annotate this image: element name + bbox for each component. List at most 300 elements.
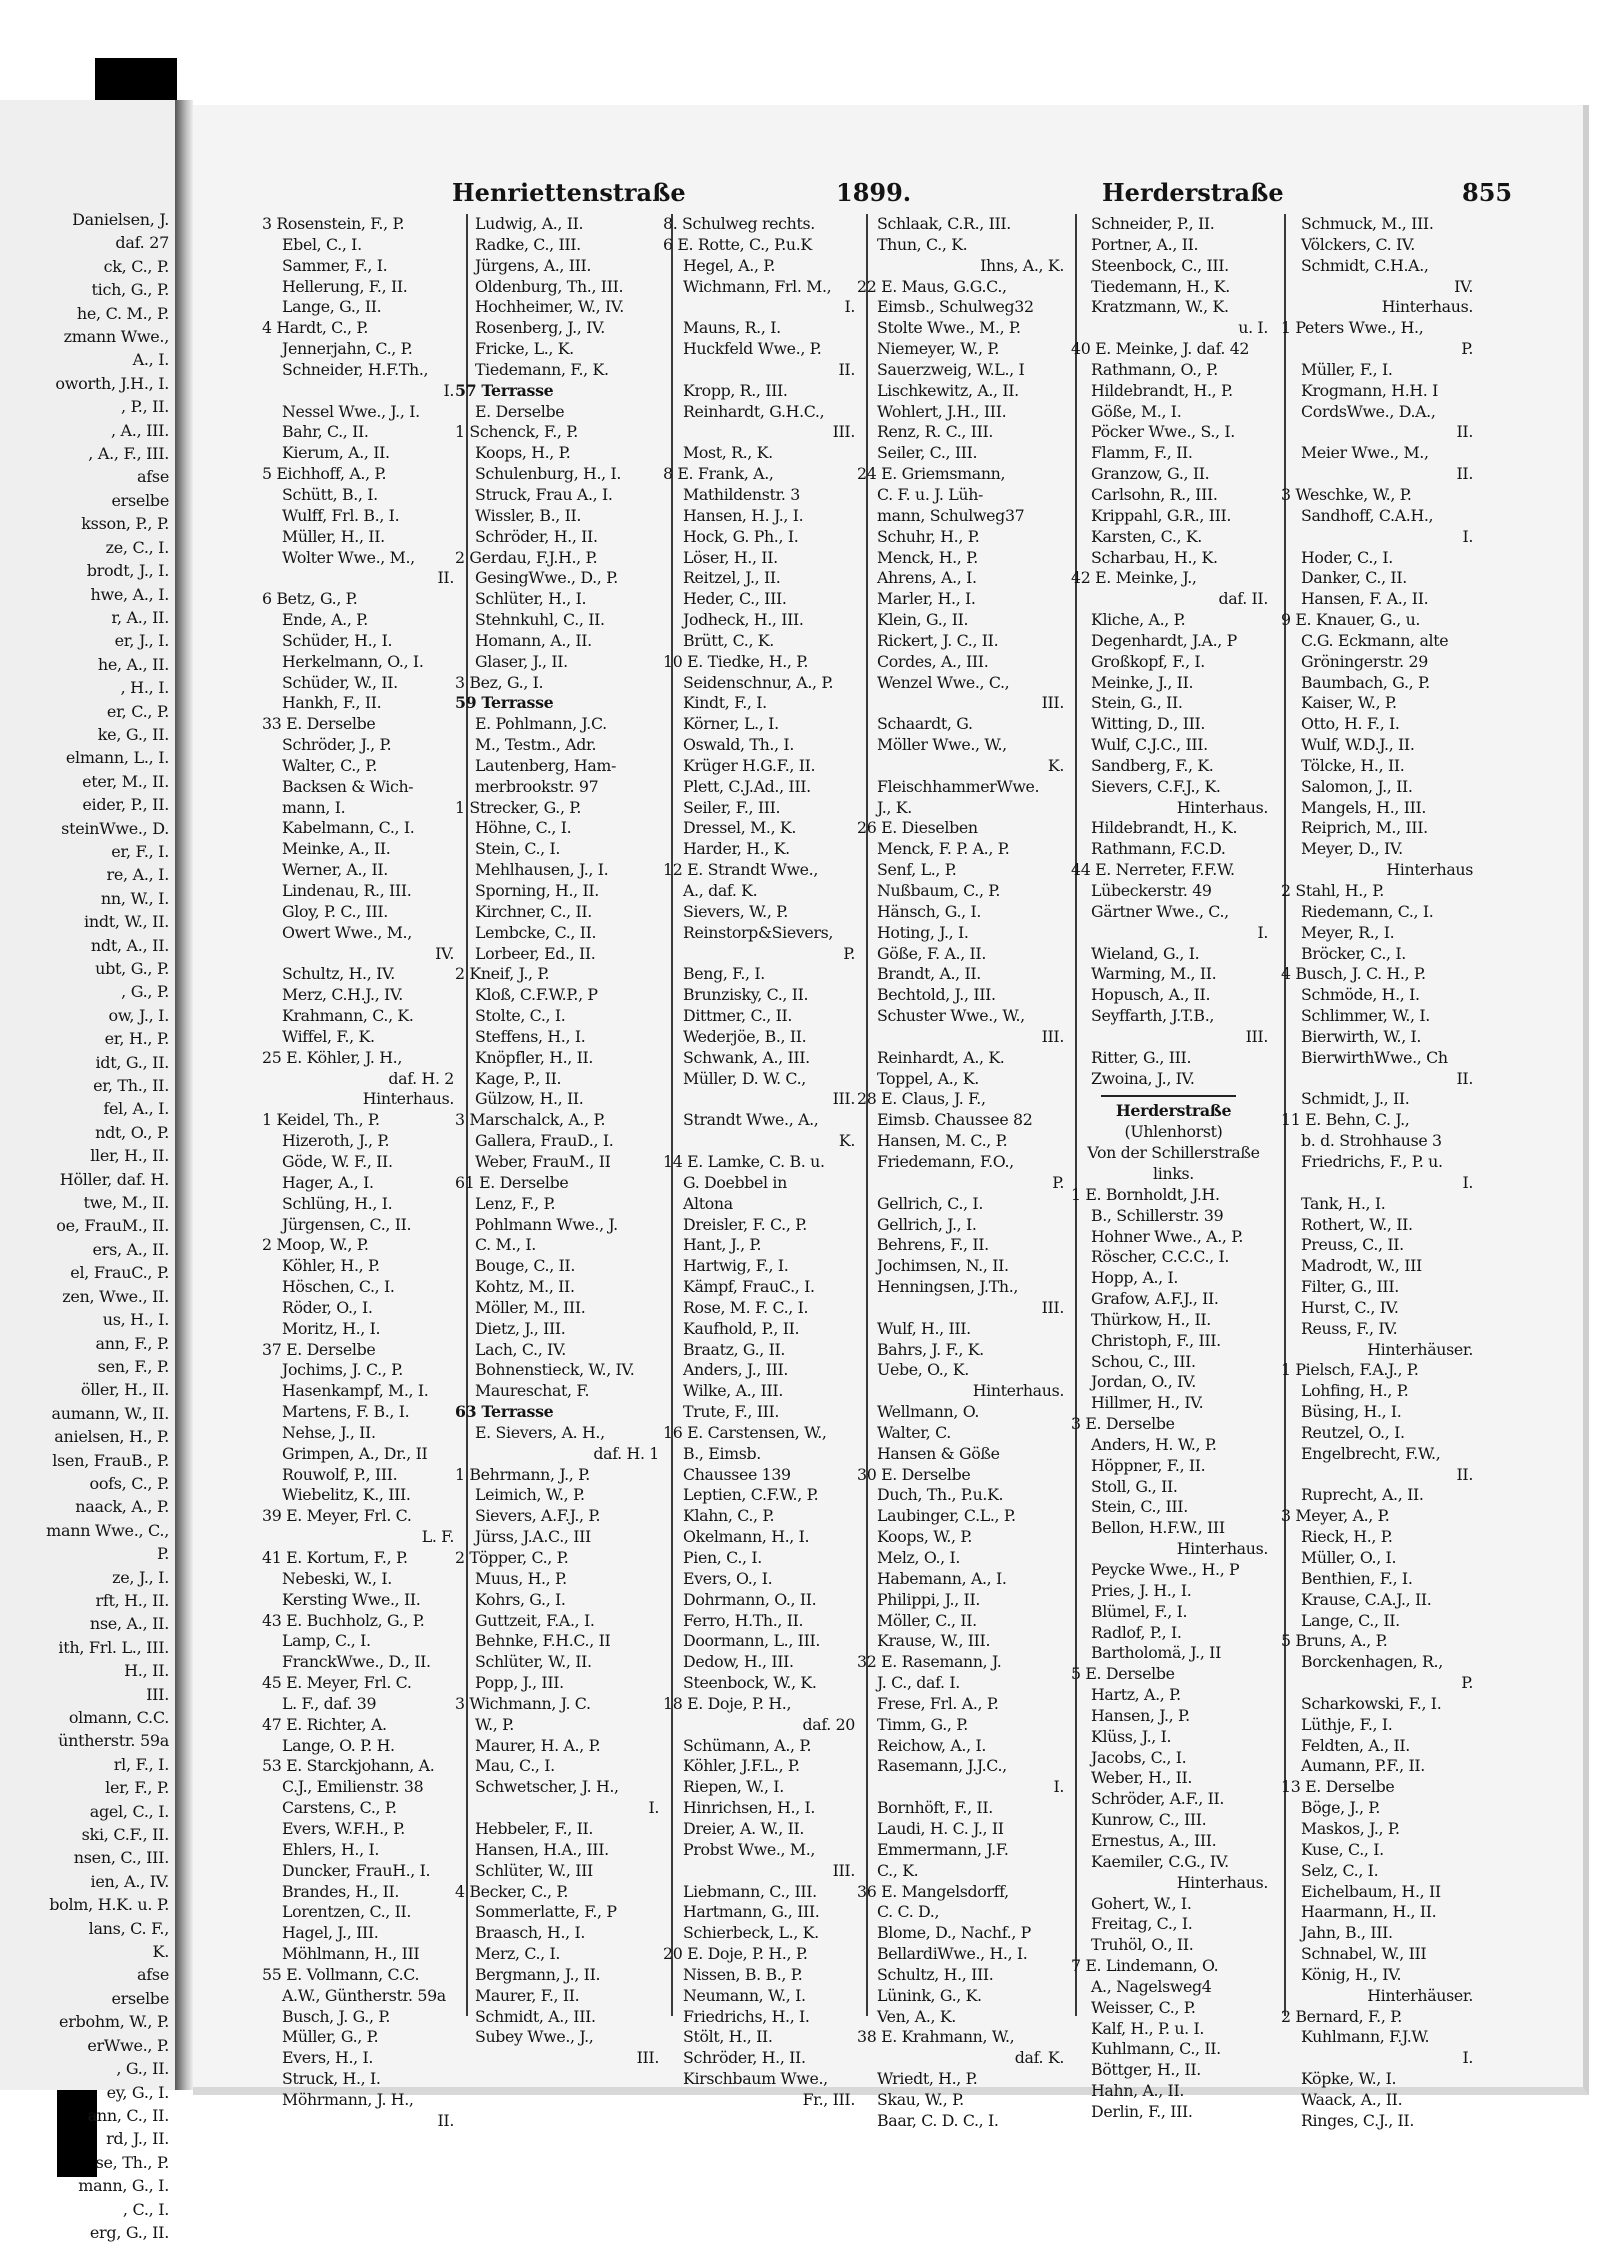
directory-entry: Maurer, F., II. (475, 1985, 580, 2005)
directory-entry: Henningsen, J.Th., (877, 1277, 1019, 1297)
directory-entry: Thun, C., K. (877, 234, 968, 254)
directory-entry: Lembcke, C., II. (475, 922, 597, 942)
directory-entry: Renz, R. C., III. (877, 422, 994, 442)
left-page-line: idt, G., II. (95, 1052, 169, 1072)
directory-entry: Schlimmer, W., I. (1301, 1006, 1430, 1026)
directory-entry: Rouwolf, P., III. (282, 1464, 398, 1484)
directory-entry: Maskos, J., P. (1301, 1818, 1400, 1838)
directory-entry: Hansen, H.A., III. (475, 1839, 609, 1859)
directory-entry: Guttzeit, F.A., I. (475, 1610, 595, 1630)
directory-entry: Höppner, F., II. (1091, 1455, 1206, 1475)
directory-entry: 1 Peters Wwe., H., (1281, 318, 1424, 338)
directory-entry: Lange, C., II. (1301, 1610, 1400, 1630)
left-page-line: er, Th., II. (93, 1076, 169, 1096)
directory-entry: Madrodt, W., III (1301, 1256, 1422, 1276)
directory-entry: Dittmer, C., II. (683, 1006, 793, 1026)
directory-entry: daf. K. (1014, 2048, 1064, 2068)
directory-entry: 43 E. Buchholz, G., P. (262, 1610, 425, 1630)
directory-entry: 12 E. Strandt Wwe., (663, 860, 818, 880)
directory-entry: Großkopf, F., I. (1091, 651, 1205, 671)
directory-entry: 1 E. Bornholdt, J.H. (1071, 1184, 1220, 1204)
directory-entry: Radlof, P., I. (1091, 1622, 1182, 1642)
directory-entry: Sporning, H., II. (475, 881, 599, 900)
directory-entry: Friedrichs, F., P. u. (1301, 1151, 1443, 1171)
directory-entry: Schnabel, W., III (1301, 1944, 1427, 1964)
directory-entry: Jochimsen, N., II. (877, 1256, 1009, 1276)
left-page-line: zmann Wwe., (63, 327, 169, 347)
directory-entry: Meinke, A., II. (282, 839, 391, 859)
directory-entry: Hock, G. Ph., I. (683, 526, 799, 546)
directory-entry: Weber, H., II. (1091, 1768, 1193, 1788)
directory-entry: II. (437, 2110, 454, 2130)
directory-entry: Hänsch, G., I. (877, 901, 982, 921)
directory-entry: Jürgensen, C., II. (282, 1214, 412, 1234)
directory-entry: M., Testm., Adr. (475, 735, 597, 755)
directory-entry: 1 Strecker, G., P. (455, 797, 582, 817)
directory-entry: Oldenburg, Th., III. (475, 276, 624, 296)
directory-entry: Probst Wwe., M., (683, 1839, 816, 1859)
directory-entry: I. (844, 297, 855, 317)
directory-entry: Kabelmann, C., I. (282, 818, 415, 838)
directory-entry: Kirchner, C., II. (475, 901, 592, 921)
directory-entry: Gülzow, H., II. (475, 1089, 584, 1109)
directory-entry: Niemeyer, W., P. (877, 339, 1000, 359)
directory-entry: Büsing, H., I. (1301, 1402, 1402, 1422)
directory-entry: Schütt, B., I. (282, 484, 378, 504)
directory-entry: Blome, D., Nachf., P (877, 1923, 1031, 1943)
directory-entry: Mauns, R., I. (683, 318, 781, 338)
left-page-line: ann, C., II. (87, 2105, 169, 2125)
directory-entry: Hager, A., I. (282, 1172, 374, 1192)
directory-entry: Möhrmann, J. H., (282, 2089, 414, 2109)
directory-entry: Pohlmann Wwe., J. (475, 1214, 618, 1234)
directory-entry: Hochheimer, W., IV. (475, 297, 624, 317)
directory-entry: Kloß, C.F.W.P., P (475, 985, 598, 1005)
directory-entry: b. d. Strohhause 3 (1301, 1131, 1442, 1151)
directory-entry: Koops, H., P. (475, 443, 571, 463)
directory-entry: Reiprich, M., III. (1301, 818, 1428, 838)
directory-entry: 6 E. Rotte, C., P.u.K (663, 234, 812, 254)
directory-entry: Mathildenstr. 3 (683, 484, 800, 504)
directory-entry: Klein, G., II. (877, 610, 969, 630)
directory-entry: Kratzmann, W., K. (1091, 297, 1229, 317)
directory-entry: Warming, M., II. (1091, 964, 1217, 984)
directory-entry: Salomon, J., II. (1301, 776, 1413, 796)
directory-entry: Preuss, C., II. (1301, 1235, 1404, 1255)
directory-entry: Schuster Wwe., W., (877, 1006, 1025, 1026)
directory-entry: Schröder, A.F., II. (1091, 1789, 1225, 1809)
left-page-line: bolm, H.K. u. P. (49, 1895, 169, 1915)
directory-entry: Jochims, J. C., P. (282, 1360, 403, 1380)
directory-entry: Von der Schillerstraße (1087, 1143, 1260, 1163)
left-page-line: ze, J., I. (112, 1567, 169, 1587)
directory-entry: II. (437, 568, 454, 588)
directory-entry: L. F., daf. 39 (282, 1693, 377, 1713)
directory-entry: Aumann, P.F., II. (1301, 1756, 1425, 1776)
page-header (262, 178, 1513, 214)
directory-entry: Hildebrandt, H., K. (1091, 818, 1238, 838)
directory-entry: Merz, C.H.J., IV. (282, 985, 403, 1005)
directory-entry: Reitzel, J., II. (683, 568, 781, 588)
directory-entry: III. (1041, 1297, 1064, 1317)
directory-entry: 5 Bruns, A., P. (1281, 1631, 1388, 1651)
directory-entry: Dressel, M., K. (683, 818, 797, 838)
directory-entry: Nebeski, W., I. (282, 1568, 392, 1588)
directory-entry: 47 E. Richter, A. (262, 1714, 387, 1734)
directory-entry: 8 E. Frank, A., (663, 464, 774, 484)
directory-entry: Behnke, F.H.C., II (475, 1631, 611, 1651)
directory-entry: Sandhoff, C.A.H., (1301, 505, 1434, 525)
directory-entry: Ven, A., K. (877, 2006, 956, 2026)
directory-entry: Dohrmann, O., II. (683, 1589, 817, 1609)
left-page-line: agel, C., I. (89, 1801, 169, 1821)
directory-entry: Sievers, A.F.J., P. (475, 1506, 601, 1526)
header-right-street: Herderstraße (1102, 178, 1284, 207)
directory-entry: Tiedemann, F., K. (475, 359, 609, 379)
directory-entry: daf. 20 (802, 1714, 855, 1734)
directory-entry: Uebe, O., K. (877, 1360, 969, 1380)
directory-entry: E. Pohlmann, J.C. (475, 714, 607, 734)
directory-entry: Pöcker Wwe., S., I. (1091, 422, 1235, 442)
directory-entry: Danker, C., II. (1301, 568, 1407, 588)
directory-entry: GesingWwe., D., P. (475, 568, 618, 588)
directory-entry: Seiler, C., III. (877, 443, 978, 463)
left-page-line: afse (137, 467, 169, 487)
directory-entry: Lohfing, H., P. (1301, 1381, 1409, 1401)
directory-entry: IV. (435, 943, 454, 963)
directory-entry: Hinterhaus. (362, 1089, 454, 1109)
directory-entry: Hinterhaus. (1176, 1872, 1268, 1892)
directory-entry: Kaufhold, P., II. (683, 1318, 800, 1338)
directory-entry: Schümann, A., P. (683, 1735, 812, 1755)
directory-entry: C.G. Eckmann, alte (1301, 630, 1449, 650)
directory-entry: Strandt Wwe., A., (683, 1110, 819, 1130)
directory-entry: 3 Bez, G., I. (455, 672, 544, 692)
directory-entry: Lange, G., II. (282, 297, 382, 317)
directory-entry: Anders, J., III. (683, 1360, 789, 1380)
directory-entry: Schröder, J., P. (282, 735, 392, 755)
directory-entry: Hinterhaus. (1176, 1539, 1268, 1559)
directory-entry: Hildebrandt, H., P. (1091, 380, 1233, 400)
directory-entry: Ende, A., P. (282, 610, 368, 630)
directory-entry: Zwoina, J., IV. (1091, 1068, 1195, 1088)
directory-entry: Scharkowski, F., I. (1301, 1693, 1442, 1713)
directory-entry: Riepen, W., I. (683, 1777, 784, 1797)
directory-entry: Lange, O. P. H. (282, 1735, 395, 1755)
directory-entry: Muus, H., P. (475, 1568, 567, 1588)
directory-entry: Wulf, W.D.J., II. (1301, 735, 1415, 755)
directory-entry: König, H., IV. (1301, 1964, 1402, 1984)
left-page-line: ze, C., I. (105, 537, 169, 557)
directory-entry: Doormann, L., III. (683, 1631, 821, 1651)
left-page-line: , G., II. (116, 2059, 169, 2079)
directory-entry: Emmermann, J.F. (877, 1839, 1009, 1859)
directory-entry: Benthien, F., I. (1301, 1568, 1413, 1588)
directory-entry: Merz, C., I. (475, 1944, 561, 1964)
left-page-line: mann, G., I. (78, 2176, 169, 2196)
left-page-line: daf. 27 (115, 233, 169, 253)
directory-entry: Mehlhausen, J., I. (475, 860, 609, 880)
directory-entry: Ringes, C.J., II. (1301, 2110, 1414, 2130)
directory-entry: III. (832, 1089, 855, 1109)
directory-entry: 2 Kneif, J., P. (455, 964, 550, 984)
left-page-line: oworth, J.H., I. (55, 373, 169, 393)
directory-entry: III. (1041, 1026, 1064, 1046)
directory-entry: Göde, W. F., II. (282, 1151, 393, 1171)
directory-entry: Hahn, A., II. (1091, 2081, 1185, 2101)
left-page-line: afse (137, 1965, 169, 1985)
left-page-line: , A., III. (110, 420, 169, 440)
directory-entry: Lamp, C., I. (282, 1631, 371, 1651)
directory-entry: 5 Eichhoff, A., P. (262, 464, 387, 484)
left-page-line: , C., I. (122, 2199, 169, 2219)
directory-entry: Kaiser, W., P. (1301, 693, 1397, 713)
directory-entry: B., Schillerstr. 39 (1091, 1205, 1224, 1225)
directory-entry: Reuss, F., IV. (1301, 1318, 1398, 1338)
column-2 (455, 214, 667, 2068)
directory-entry: Lünink, G., K. (877, 1985, 982, 2005)
directory-entry: III. (832, 422, 855, 442)
directory-entry: Hinrichsen, H., I. (683, 1798, 816, 1818)
directory-entry: Seidenschnur, A., P. (683, 672, 834, 692)
directory-entry: Stein, G., II. (1091, 693, 1183, 713)
directory-entry: Reinhardt, A., K. (877, 1047, 1005, 1067)
directory-entry: 45 E. Meyer, Frl. C. (262, 1673, 412, 1693)
directory-entry: P. (1052, 1172, 1064, 1192)
directory-entry: Wenzel Wwe., C., (877, 672, 1010, 692)
directory-entry: Hankh, F., II. (282, 693, 382, 713)
left-page-line: K. (152, 1942, 169, 1962)
directory-entry: Krüger H.G.F., II. (683, 755, 816, 775)
directory-entry: Marler, H., I. (877, 589, 976, 609)
section-heading: 59 Terrasse (455, 693, 554, 713)
directory-entry: Fr., III. (802, 2089, 855, 2109)
directory-entry: Freitag, C., I. (1091, 1914, 1193, 1934)
column-4 (857, 214, 1072, 2130)
directory-entry: Stehnkuhl, C., II. (475, 610, 605, 630)
directory-entry: C. C. D., (877, 1902, 940, 1922)
directory-entry: BierwirthWwe., Ch (1301, 1047, 1448, 1067)
left-page-line: ndt, A., II. (90, 935, 169, 955)
directory-entry: Gloy, P. C., III. (282, 901, 388, 921)
directory-entry: Jacobs, C., I. (1091, 1747, 1187, 1767)
directory-entry: Knöpfler, H., II. (475, 1047, 594, 1067)
directory-entry: Tölcke, H., II. (1301, 755, 1405, 775)
left-page-line: rft, H., II. (95, 1590, 169, 1610)
directory-entry: Müller, F., I. (1301, 359, 1393, 379)
directory-entry: Backsen & Wich- (282, 776, 414, 796)
left-page-line: he, C. M., P. (76, 303, 169, 323)
directory-entry: Menck, F. P. A., P. (877, 839, 1010, 859)
directory-entry: II. (1456, 422, 1473, 442)
directory-entry: 3 E. Derselbe (1071, 1414, 1175, 1434)
directory-entry: Bellon, H.F.W., III (1091, 1518, 1225, 1538)
directory-entry: Altona (683, 1193, 733, 1213)
directory-entry: mann, Schulweg37 (877, 505, 1025, 525)
directory-entry: Brütt, C., K. (683, 630, 774, 650)
directory-entry: I. (1462, 2048, 1473, 2068)
directory-entry: Schlüter, H., I. (475, 589, 587, 609)
directory-entry: Laubinger, C.L., P. (877, 1506, 1016, 1526)
directory-entry: Baar, C. D. C., I. (877, 2110, 999, 2130)
directory-entry: Hansen, H. J., I. (683, 505, 804, 525)
left-page-line: ler, F., P. (105, 1778, 169, 1798)
directory-entry: 36 E. Mangelsdorff, (857, 1881, 1009, 1901)
directory-entry: Schmidt, C.H.A., (1301, 255, 1429, 275)
directory-entry: Struck, H., I. (282, 2069, 381, 2089)
directory-entry: Carlsohn, R., III. (1091, 484, 1218, 504)
directory-entry: Stein, C., I. (475, 839, 561, 859)
directory-entry: Okelmann, H., I. (683, 1527, 810, 1547)
directory-entry: Hasenkampf, M., I. (282, 1381, 429, 1401)
directory-entry: Schierbeck, L., K. (683, 1923, 819, 1943)
directory-entry: Peycke Wwe., H., P (1091, 1560, 1240, 1579)
header-page-number: 855 (1462, 178, 1513, 207)
directory-entry: Christoph, F., III. (1091, 1330, 1221, 1350)
directory-entry: Kindt, F., I. (683, 693, 767, 713)
directory-entry: B., Eimsb. (683, 1443, 761, 1463)
directory-entry: Borckenhagen, R., (1301, 1652, 1443, 1672)
directory-entry: Meyer, R., I. (1301, 922, 1395, 942)
directory-entry: Wilke, A., III. (683, 1381, 783, 1401)
directory-entry: Schlüng, H., I. (282, 1193, 393, 1213)
left-page-line: he, A., II. (97, 654, 169, 674)
directory-entry: Lischkewitz, A., II. (877, 380, 1019, 400)
directory-entry: 9 E. Knauer, G., u. (1281, 610, 1421, 630)
directory-entry: u. I. (1238, 318, 1268, 338)
directory-entry: Lorentzen, C., II. (282, 1902, 412, 1922)
directory-entry: Liebmann, C., III. (683, 1881, 817, 1901)
directory-entry: Skau, W., P. (877, 2089, 964, 2109)
left-page-line: hwe, A., I. (90, 584, 169, 604)
directory-entry: Steenbock, W., K. (683, 1673, 817, 1693)
directory-entry: 2 Stahl, H., P. (1281, 881, 1384, 900)
left-page-line: erg, G., II. (89, 2222, 169, 2242)
directory-entry: Rasemann, J.J.C., (877, 1756, 1007, 1776)
directory-entry: Hansen & Göße (877, 1443, 1000, 1463)
directory-entry: Hillmer, H., IV. (1091, 1393, 1204, 1413)
directory-entry: Kohtz, M., II. (475, 1277, 575, 1297)
column-6 (1281, 214, 1481, 2130)
left-page-line: zen, Wwe., II. (62, 1286, 169, 1306)
directory-entry: 42 E. Meinke, J., (1071, 568, 1197, 588)
directory-entry: Hegel, A., P. (683, 255, 776, 275)
directory-entry: daf. H. 1 (593, 1443, 659, 1463)
left-page-line: P. (156, 1544, 169, 1564)
left-page-line: Danielsen, J. (72, 210, 169, 229)
left-page-line: sen, F., P. (97, 1356, 169, 1376)
directory-entry: Kersting Wwe., II. (282, 1589, 421, 1609)
directory-entry: Reutzel, O., I. (1301, 1422, 1405, 1442)
directory-entry: Steenbock, C., III. (1091, 255, 1229, 275)
directory-entry: Müller, D. W. C., (683, 1068, 806, 1088)
directory-entry: Ernestus, A., III. (1091, 1830, 1217, 1850)
directory-entry: Kaemiler, C.G., IV. (1091, 1851, 1229, 1871)
directory-entry: Schneider, H.F.Th., (282, 359, 429, 379)
directory-entry: CordsWwe., D.A., (1301, 401, 1436, 421)
left-page-line: er, C., P. (106, 701, 169, 721)
directory-entry: 14 E. Lamke, C. B. u. (663, 1151, 825, 1171)
directory-entry: Meinke, J., II. (1091, 672, 1194, 692)
directory-entry: Sommerlatte, F., P (475, 1902, 617, 1922)
directory-entry: Grafow, A.F.J., II. (1091, 1289, 1219, 1309)
directory-entry: I. (1257, 922, 1268, 942)
left-page-line: III. (146, 1684, 169, 1704)
directory-entry: 28 E. Claus, J. F., (857, 1089, 986, 1109)
directory-entry: Ebel, C., I. (282, 234, 362, 254)
directory-entry: Rothert, W., II. (1301, 1214, 1413, 1234)
left-page-line: nn, W., I. (100, 888, 169, 908)
directory-entry: Dedow, H., III. (683, 1652, 794, 1672)
directory-entry: Evers, W.F.H., P. (282, 1818, 405, 1838)
directory-entry: Dreisler, F. C., P. (683, 1214, 807, 1234)
directory-entry: 20 E. Doje, P. H., P. (663, 1944, 808, 1964)
directory-entry: Möller, M., III. (475, 1297, 586, 1317)
directory-entry: Dietz, J., III. (475, 1318, 566, 1338)
directory-entry: Schuhr, H., P. (877, 526, 980, 546)
directory-entry: Höhne, C., I. (475, 818, 572, 838)
directory-entry: Witting, D., III. (1091, 714, 1206, 734)
directory-entry: Fricke, L., K. (475, 339, 574, 359)
left-page-line: anielsen, H., P. (54, 1427, 169, 1447)
directory-entry: Reinstorp&Sievers, (683, 922, 834, 942)
directory-entry: Philippi, J., II. (877, 1589, 981, 1609)
directory-entry: Most, R., K. (683, 443, 773, 463)
directory-entry: Hinterhäuser. (1367, 1339, 1473, 1359)
directory-entry: Krahmann, C., K. (282, 1006, 414, 1026)
directory-entry: Rose, M. F. C., I. (683, 1297, 809, 1317)
directory-entry: 40 E. Meinke, J. daf. 42 (1071, 339, 1250, 359)
left-page-line: , A., F., III. (88, 444, 169, 464)
directory-entry: P. (1461, 1673, 1473, 1693)
directory-entry: Maurer, H. A., P. (475, 1735, 601, 1755)
left-page-line: mann Wwe., C., (46, 1520, 169, 1540)
column-3 (663, 214, 863, 2109)
directory-entry: Sammer, F., I. (282, 255, 388, 275)
directory-entry: Bouge, C., II. (475, 1256, 575, 1276)
directory-entry: Friedemann, F.O., (877, 1151, 1014, 1171)
directory-entry: Werner, A., II. (282, 860, 388, 880)
directory-entry: Ritter, G., III. (1091, 1047, 1192, 1067)
directory-entry: Stoll, G., II. (1091, 1476, 1178, 1496)
directory-entry: I. (443, 380, 454, 400)
directory-entry: FleischhammerWwe. (877, 776, 1040, 796)
directory-entry: Scharbau, H., K. (1091, 547, 1218, 567)
directory-entry: Reinhardt, G.H.C., (683, 401, 825, 421)
directory-entry: Kalf, H., P. u. I. (1091, 2018, 1205, 2038)
directory-entry: Gröningerstr. 29 (1301, 651, 1428, 671)
directory-entry: J., K. (877, 797, 912, 817)
directory-entry: Hohner Wwe., A., P. (1091, 1226, 1243, 1246)
directory-entry: Hoting, J., I. (877, 922, 969, 942)
directory-entry: Böttger, H., II. (1091, 2060, 1201, 2080)
directory-entry: 10 E. Tiedke, H., P. (663, 651, 808, 671)
directory-entry: Müller, H., II. (282, 526, 385, 546)
left-page-line: aumann, W., II. (51, 1403, 169, 1423)
directory-entry: Rosenberg, J., IV. (475, 318, 605, 338)
directory-entry: Sauerzweig, W.L., I (877, 359, 1025, 379)
left-page-line: indt, W., II. (84, 912, 169, 932)
directory-entry: 44 E. Nerreter, F.F.W. (1071, 860, 1235, 880)
left-page-line: er, H., P. (104, 1029, 169, 1049)
directory-entry: P. (1461, 339, 1473, 359)
directory-entry: Hebbeler, F., II. (475, 1818, 594, 1838)
left-page-line: rd, J., II. (106, 2129, 169, 2149)
directory-entry: Hinterhaus. (1176, 797, 1268, 817)
directory-entry: Leimich, W., P. (475, 1485, 585, 1505)
directory-entry: Bahrs, J. F., K. (877, 1339, 984, 1359)
directory-entry: Schröder, H., II. (475, 526, 598, 546)
